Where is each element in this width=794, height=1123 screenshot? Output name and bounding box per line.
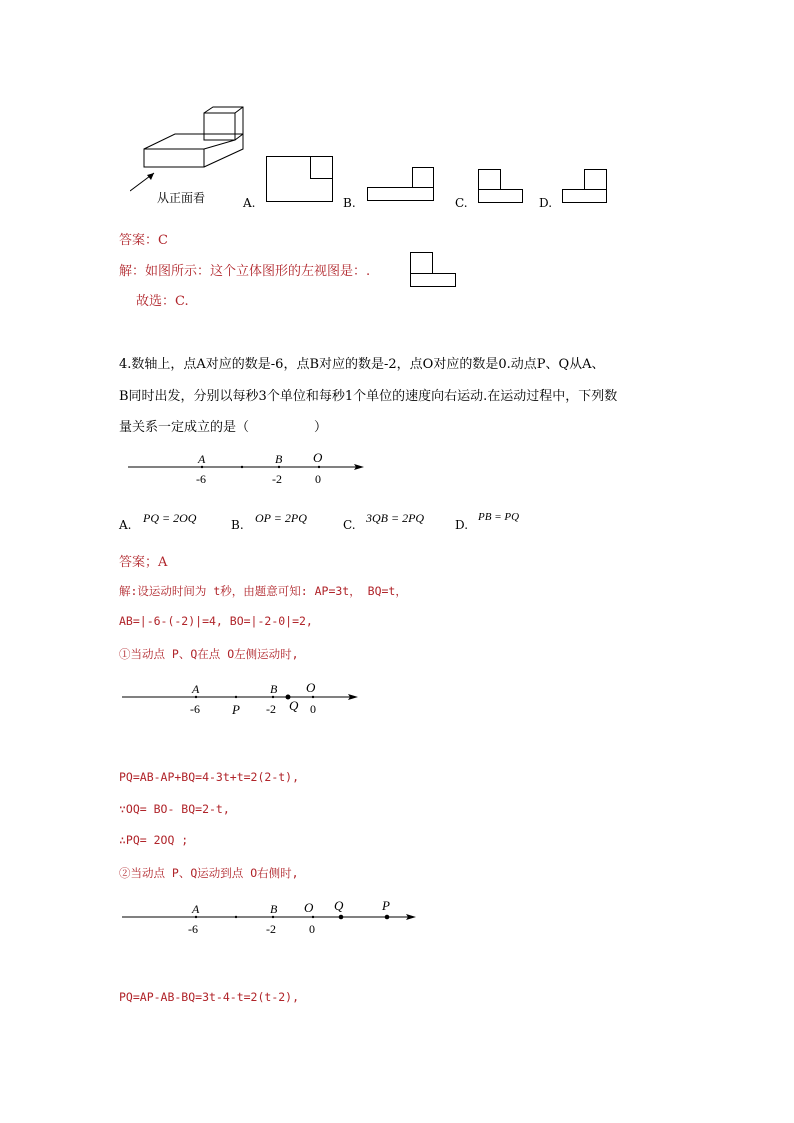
tick-a: -6 — [196, 472, 206, 486]
base-front-face — [144, 149, 204, 167]
q4-option-c-expr: 3QB = 2PQ — [366, 511, 425, 525]
q4-stem-line3: 量关系一定成立的是（ ） — [119, 420, 328, 435]
q4-eq4: PQ=AP-AB-BQ=3t-4-t=2(t-2), — [119, 990, 300, 1004]
cube-front-face — [204, 113, 235, 140]
tick-o: 0 — [309, 922, 315, 936]
left-view-figure — [410, 252, 460, 289]
q4-eq1: PQ=AB-AP+BQ=4-3t+t=2(2-t), — [119, 770, 300, 784]
label-a: A — [192, 902, 200, 916]
label-o: O — [304, 900, 314, 915]
number-line-1 — [120, 448, 370, 490]
q4-option-a-letter: A. — [119, 518, 132, 532]
q4-solution-line2: AB=|-6-(-2)|=4, BO=|-2-0|=2, — [119, 614, 313, 628]
label-b: B — [275, 452, 283, 466]
label-q: Q — [334, 898, 344, 913]
label-p: P — [232, 702, 240, 717]
q4-solution-line1: 解:设运动时间为 t秒，由题意可知: AP=3t， BQ=t， — [119, 584, 407, 598]
view-label: 从正面看 — [157, 191, 206, 205]
option-c-figure — [478, 169, 526, 205]
option-b-letter: B. — [343, 196, 356, 210]
option-d-figure — [562, 169, 610, 205]
tick-b: -2 — [266, 702, 276, 716]
tick-b: -2 — [272, 472, 282, 486]
label-p: P — [382, 898, 390, 913]
q4-option-b-expr: OP = 2PQ — [255, 511, 307, 525]
q4-option-b-letter: B. — [231, 518, 244, 532]
label-a: A — [192, 682, 200, 696]
option-a-letter: A. — [243, 196, 256, 210]
option-d-letter: D. — [539, 196, 553, 210]
q4-option-c-letter: C. — [343, 518, 356, 532]
tick-a: -6 — [190, 702, 200, 716]
q4-eq2: ∵OQ= BO- BQ=2-t, — [119, 802, 230, 816]
option-a-figure — [266, 156, 336, 204]
label-a: A — [198, 452, 206, 466]
q4-option-a-expr: PQ = 2OQ — [143, 511, 197, 525]
q4-case2: ②当动点 P、Q运动到点 O右侧时, — [119, 866, 299, 880]
option-c-letter: C. — [455, 196, 468, 210]
number-line-3 — [118, 896, 423, 940]
tick-a: -6 — [188, 922, 198, 936]
label-o: O — [306, 680, 316, 695]
q4-stem-line1: 4.数轴上，点A对应的数是-6，点B对应的数是-2，点O对应的数是0.动点P、Q从A、 — [119, 357, 605, 372]
q4-eq3: ∴PQ= 2OQ ; — [119, 833, 189, 847]
tick-o: 0 — [315, 472, 321, 486]
q3-conclusion: 故选：C. — [136, 294, 189, 309]
label-o: O — [313, 450, 323, 465]
tick-b: -2 — [266, 922, 276, 936]
option-b-figure — [367, 167, 437, 204]
q3-answer: 答案：C — [119, 233, 168, 248]
label-q: Q — [289, 698, 299, 713]
q4-option-d-expr: PB = PQ — [478, 511, 520, 523]
label-b: B — [270, 902, 278, 916]
q4-answer: 答案；A — [119, 555, 168, 570]
q4-case1: ①当动点 P、Q在点 O左侧运动时, — [119, 647, 299, 661]
q4-stem-line2: B同时出发，分别以每秒3个单位和每秒1个单位的速度向右运动.在运动过程中，下列数 — [119, 389, 618, 404]
tick-o: 0 — [310, 702, 316, 716]
label-b: B — [270, 682, 278, 696]
q3-solution: 解：如图所示：这个立体图形的左视图是：. — [119, 264, 371, 279]
q4-option-d-letter: D. — [455, 518, 469, 532]
number-line-2 — [118, 678, 368, 720]
